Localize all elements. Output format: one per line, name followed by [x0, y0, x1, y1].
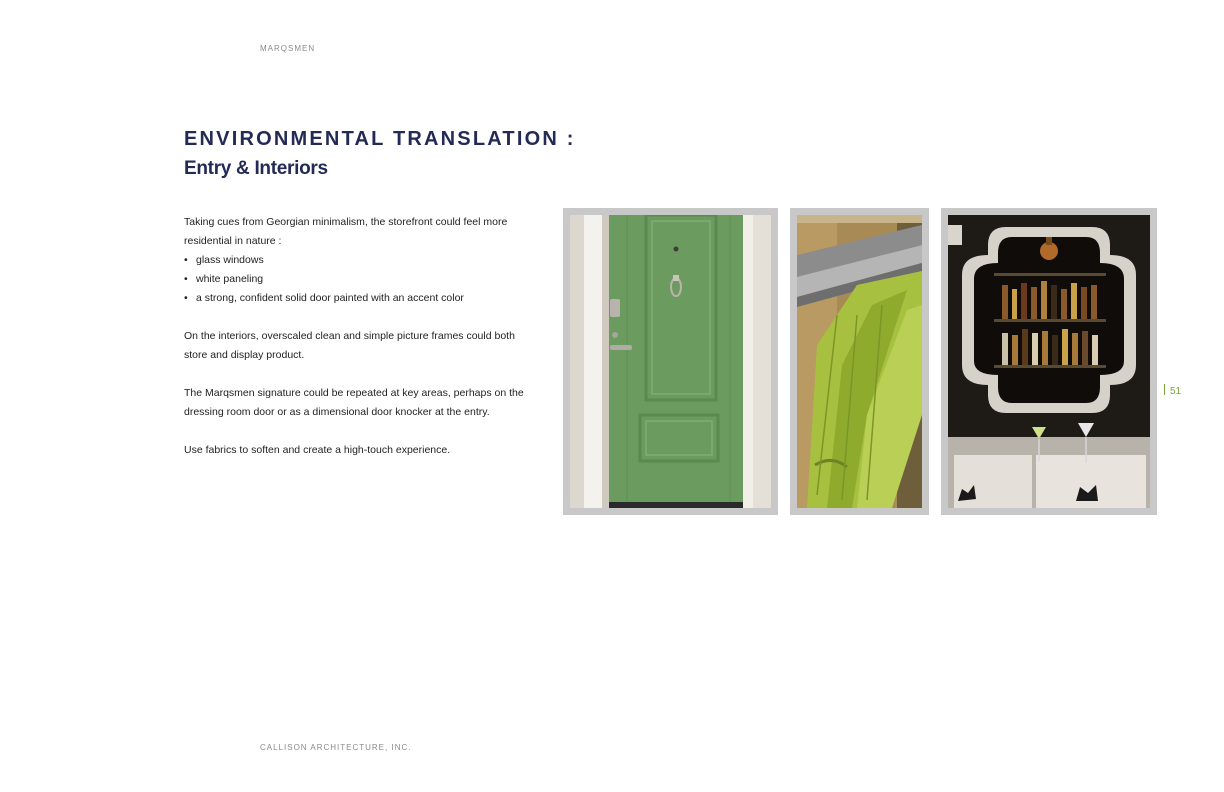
brand-name: MARQSMEN	[260, 44, 316, 53]
divider	[1164, 384, 1165, 395]
bullet-icon: •	[184, 273, 188, 285]
list-item: • glass windows	[184, 251, 529, 270]
page-subtitle: Entry & Interiors	[184, 158, 328, 179]
footer-credit: CALLISON ARCHITECTURE, INC.	[260, 743, 412, 752]
feature-list	[184, 251, 529, 308]
mirror-bar-photo	[941, 208, 1157, 515]
door-illustration	[570, 215, 771, 508]
fabrics-paragraph: Use fabrics to soften and create a high-touch experience.	[184, 444, 451, 456]
bullet-icon: •	[184, 292, 188, 304]
bar-illustration	[948, 215, 1150, 508]
intro-paragraph: Taking cues from Georgian minimalism, the storefront could feel more residential in nature :	[184, 216, 508, 247]
signature-paragraph: The Marqsmen signature could be repeated at key areas, perhaps on the dressing room door or as a dimensional door knocker at the entry.	[184, 387, 524, 418]
body-text	[184, 213, 529, 479]
green-curtain-photo	[790, 208, 929, 515]
page-title: ENVIRONMENTAL TRANSLATION :	[184, 128, 576, 150]
interiors-paragraph: On the interiors, overscaled clean and simple picture frames could both store and display product.	[184, 330, 515, 361]
green-door-photo	[563, 208, 778, 515]
list-item: • white paneling	[184, 270, 529, 289]
list-item: • a strong, confident solid door painted with an accent color	[184, 289, 529, 308]
page-number: 51	[1164, 384, 1181, 397]
curtain-illustration	[797, 215, 922, 508]
bullet-icon: •	[184, 254, 188, 266]
